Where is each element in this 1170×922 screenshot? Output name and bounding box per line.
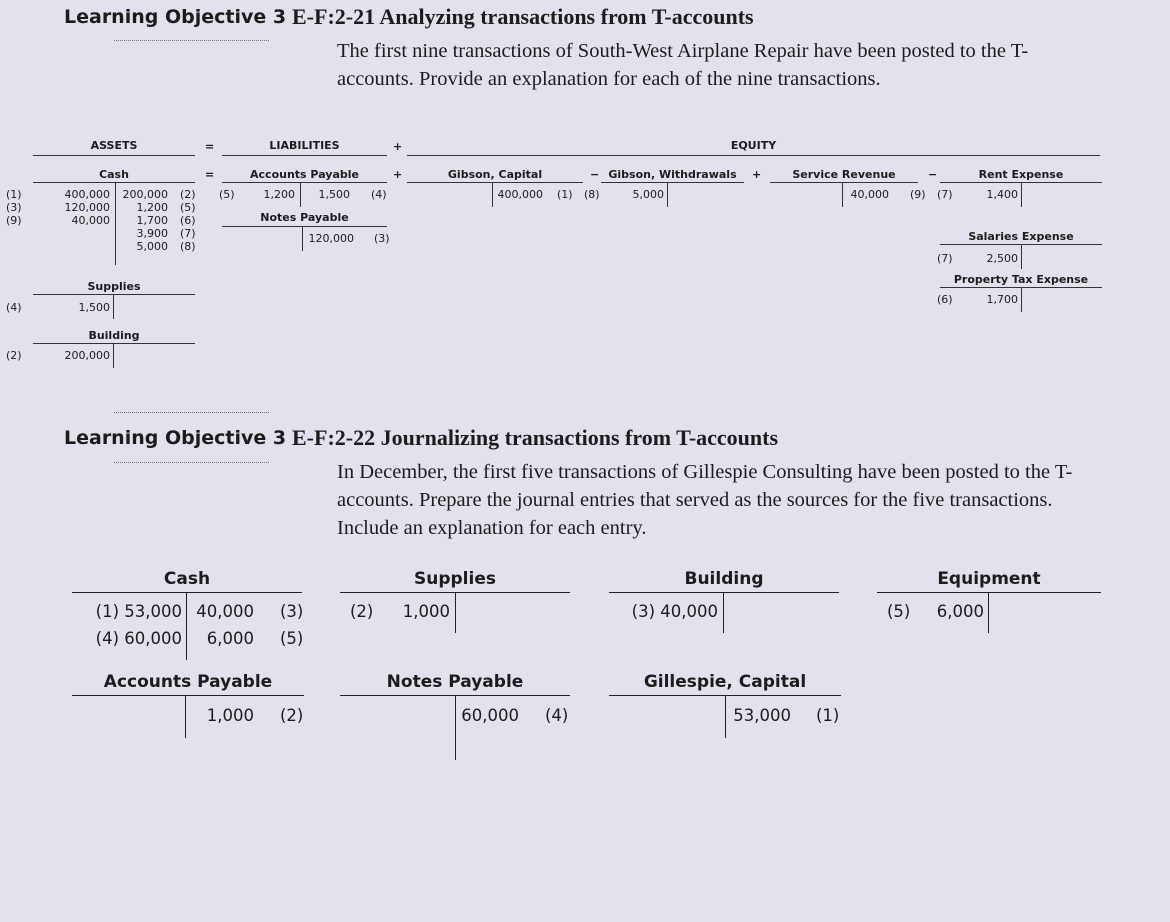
- t-account-divider: [185, 696, 186, 738]
- dotted-rule: [114, 412, 269, 413]
- exercise-title: E-F:2-22 Journalizing transactions from T-accounts: [292, 425, 779, 450]
- t-account-top-rule: [33, 182, 195, 183]
- credit-amount: 40,000: [850, 188, 889, 201]
- debit-ref: (5): [219, 188, 235, 201]
- plus-sign: +: [752, 168, 762, 181]
- credit-ref: (9): [910, 188, 926, 201]
- debit-amounts: 400,000 120,000 40,000: [64, 188, 110, 227]
- debit-amount: 5,000: [632, 188, 664, 201]
- t-account-divider: [186, 593, 187, 660]
- t-account-top-rule: [609, 592, 839, 593]
- t-account-title: Notes Payable: [260, 211, 349, 224]
- t-account-title: Building: [88, 329, 140, 342]
- exercise-instructions: The first nine transactions of South-West Airplane Repair have been posted to the T-accounts. Provide an explanation for each of the nine transactions.: [337, 40, 1029, 90]
- t-account-title: Building: [684, 569, 764, 589]
- credit-ref: (1): [557, 188, 573, 201]
- t-account-divider: [1021, 288, 1022, 312]
- t-account-top-rule: [33, 343, 195, 344]
- credit-amount: 53,000: [733, 706, 791, 725]
- debit-amount: 6,000: [936, 602, 984, 621]
- t-account-title: Cash: [163, 569, 211, 589]
- t-account-top-rule: [33, 294, 195, 295]
- plus-sign: +: [393, 168, 403, 181]
- minus-sign: −: [590, 168, 600, 181]
- t-account-title: Salaries Expense: [968, 230, 1074, 243]
- t-account-divider: [113, 344, 114, 368]
- learning-objective-label: Learning Objective 3: [64, 427, 287, 449]
- t-account-top-rule: [222, 226, 387, 227]
- t-account-title: Accounts Payable: [250, 168, 359, 181]
- debit-ref: (2): [350, 602, 374, 621]
- t-account-title: Rent Expense: [978, 168, 1064, 181]
- t-account-title: Accounts Payable: [103, 672, 273, 692]
- credit-amount: 60,000: [461, 706, 519, 725]
- t-account-divider: [302, 227, 303, 251]
- debit-ref: (2): [6, 349, 22, 362]
- t-account-divider: [723, 593, 724, 633]
- plus-sign: +: [393, 140, 403, 153]
- credit-refs: (2) (5) (6) (7) (8): [180, 188, 196, 253]
- credit-ref: (1): [816, 706, 840, 725]
- rule: [222, 155, 387, 156]
- t-account-divider: [842, 183, 843, 207]
- debit-ref: (6): [937, 293, 953, 306]
- t-account-divider: [988, 593, 989, 633]
- equals-sign: =: [205, 168, 215, 181]
- credit-ref: (2): [280, 706, 304, 725]
- t-account-title: Service Revenue: [792, 168, 896, 181]
- credit-ref: (4): [545, 706, 569, 725]
- t-account-top-rule: [407, 182, 583, 183]
- t-account-divider: [1021, 183, 1022, 207]
- learning-objective-label: Learning Objective 3: [64, 6, 287, 28]
- t-account-title: Gibson, Capital: [447, 168, 543, 181]
- exercise-title: E-F:2-21 Analyzing transactions from T-accounts: [292, 4, 754, 29]
- debit-ref: (5): [887, 602, 911, 621]
- debit-entries: (1) 53,000 (4) 60,000: [95, 602, 182, 648]
- debit-amount: 1,700: [986, 293, 1018, 306]
- credit-amount: 1,000: [206, 706, 254, 725]
- t-account-top-rule: [72, 592, 302, 593]
- t-account-title: Property Tax Expense: [953, 273, 1089, 286]
- debit-ref: (7): [937, 188, 953, 201]
- debit-amount: 2,500: [986, 252, 1018, 265]
- dotted-rule: [114, 462, 269, 463]
- credit-amounts: 200,000 1,200 1,700 3,900 5,000: [122, 188, 168, 253]
- t-account-divider: [115, 183, 116, 265]
- exercise-instructions: In December, the first five transactions of Gillespie Consulting have been posted to the T-accounts. Prepare the journal entries that served as the sources for the five transactions. Include an explanation for each entry.: [337, 461, 1073, 539]
- t-account-top-rule: [770, 182, 918, 183]
- debit-amount: 1,000: [402, 602, 450, 621]
- debit-ref: (8): [584, 188, 600, 201]
- t-account-divider: [113, 295, 114, 319]
- t-account-title: Cash: [99, 168, 129, 181]
- t-account-top-rule: [601, 182, 744, 183]
- credit-amount: 400,000: [497, 188, 543, 201]
- debit-amount: 1,500: [78, 301, 110, 314]
- debit-ref: (7): [937, 252, 953, 265]
- debit-amount: 200,000: [64, 349, 110, 362]
- t-account-title: Gibson, Withdrawals: [608, 168, 737, 181]
- assets-header: ASSETS: [90, 139, 138, 152]
- t-account-title: Equipment: [937, 569, 1041, 589]
- debit-ref: (4): [6, 301, 22, 314]
- minus-sign: −: [928, 168, 938, 181]
- liabilities-header: LIABILITIES: [269, 139, 340, 152]
- t-account-title: Supplies: [414, 569, 496, 589]
- t-account-title: Notes Payable: [386, 672, 524, 692]
- credit-amount: 120,000: [308, 232, 354, 245]
- t-account-divider: [667, 183, 668, 207]
- t-account-title: Gillespie, Capital: [643, 672, 807, 692]
- credit-refs: (3) (5): [280, 602, 304, 648]
- debit-entry: (3) 40,000: [631, 602, 718, 621]
- t-account-divider: [455, 593, 456, 633]
- t-account-divider: [1021, 245, 1022, 269]
- credit-ref: (3): [374, 232, 390, 245]
- equity-header: EQUITY: [730, 139, 777, 152]
- t-account-divider: [455, 696, 456, 760]
- t-account-top-rule: [72, 695, 304, 696]
- debit-amount: 1,200: [263, 188, 295, 201]
- rule: [407, 155, 1100, 156]
- debit-refs: (1) (3) (9): [6, 188, 22, 227]
- t-account-divider: [725, 696, 726, 738]
- credit-ref: (4): [371, 188, 387, 201]
- equals-sign: =: [205, 140, 215, 153]
- credit-amounts: 40,000 6,000: [196, 602, 254, 648]
- t-account-top-rule: [222, 182, 387, 183]
- debit-amount: 1,400: [986, 188, 1018, 201]
- dotted-rule: [114, 40, 269, 41]
- rule: [33, 155, 195, 156]
- credit-amount: 1,500: [318, 188, 350, 201]
- t-account-title: Supplies: [87, 280, 141, 293]
- t-account-top-rule: [877, 592, 1101, 593]
- t-account-divider: [492, 183, 493, 207]
- t-account-divider: [300, 183, 301, 207]
